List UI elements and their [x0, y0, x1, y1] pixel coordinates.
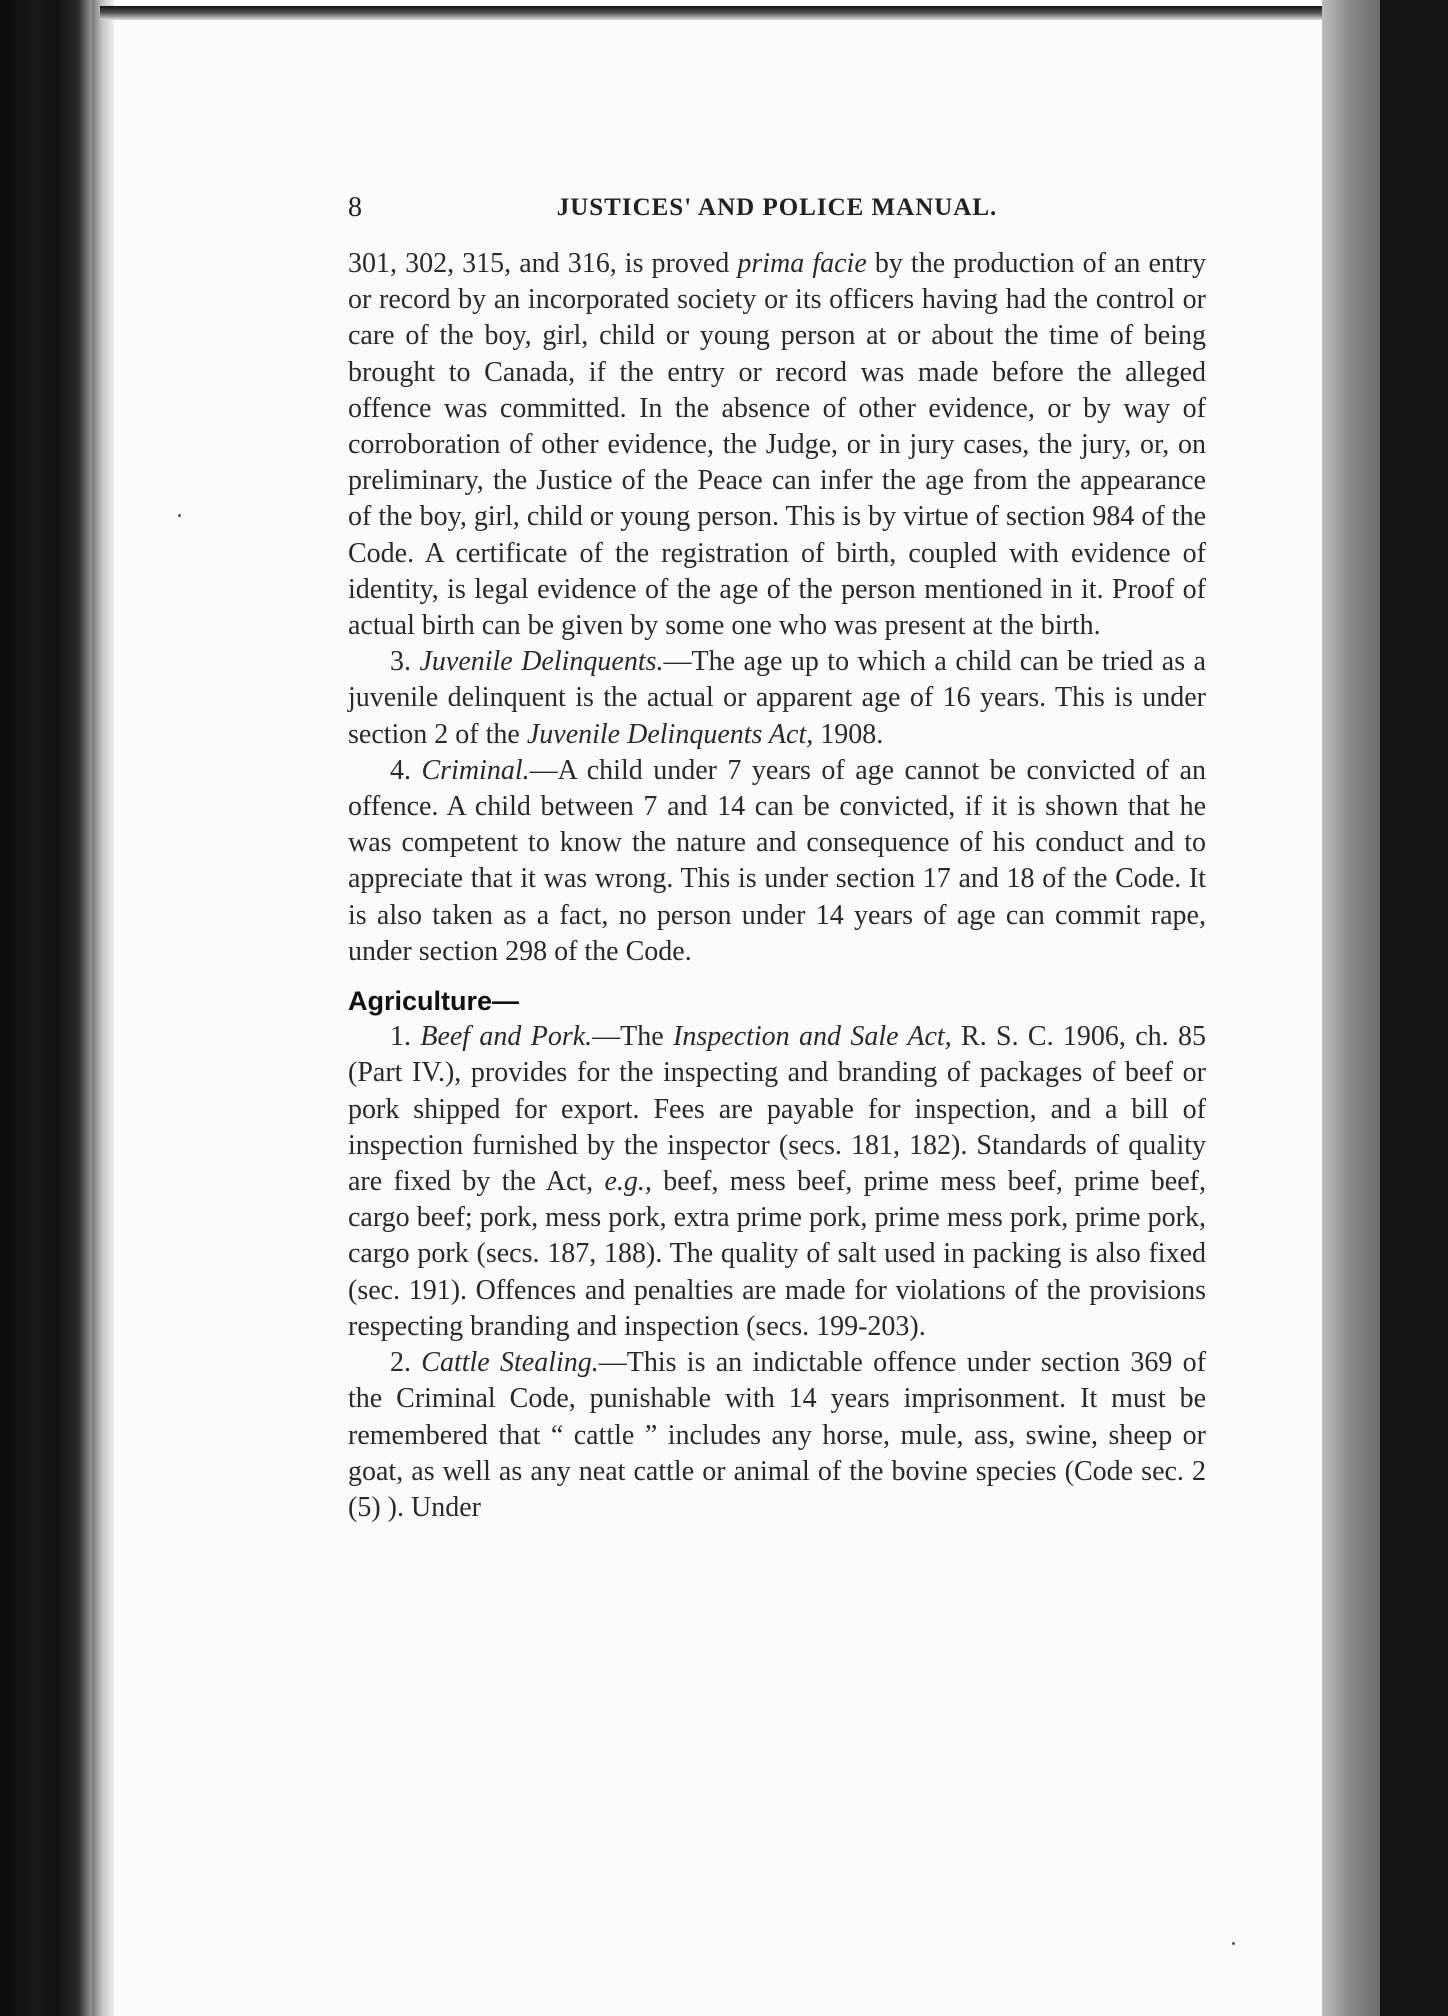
scan-top-edge — [100, 6, 1330, 20]
scan-right-edge — [1380, 0, 1448, 2016]
paragraph-age-proof — [348, 246, 1206, 644]
text-run: —A child under 7 years of age cannot be convicted of an offence. A child between 7 and 14 can be convicted, if it is shown that he was competent to know the nature and consequence of his conduct and to appreciate that it was wrong. This is under section 17 and 18 of the Code. It is also taken as a fact, no person under 14 years of age can commit rape, under section 298 of the Code. — [348, 754, 1207, 967]
section-heading-agriculture: Agriculture— — [348, 986, 520, 1017]
item-number: 1. — [390, 1021, 421, 1053]
text-run: 1908. — [813, 718, 884, 750]
running-title: JUSTICES' AND POLICE MANUAL. — [556, 194, 998, 221]
item-title: Criminal. — [421, 754, 530, 786]
speck — [1232, 1942, 1235, 1945]
text-run: —The — [592, 1021, 674, 1053]
body-text — [348, 246, 1206, 1526]
item-title: Beef and Pork. — [420, 1021, 593, 1053]
item-number: 3. — [390, 646, 420, 678]
item-title: Juvenile Delinquents. — [419, 646, 664, 678]
text-run: 301, 302, 315, and 316, is proved — [348, 248, 738, 279]
scan-right-shadow — [1322, 0, 1382, 2016]
act-title: Inspection and Sale Act, — [673, 1021, 952, 1053]
act-title: Juvenile Delinquents Act, — [526, 718, 814, 750]
italic-term: prima facie — [737, 248, 867, 279]
paragraph-beef-and-pork — [348, 1019, 1206, 1345]
text-run: by the production of an entry or record by an incorporated society or its officers having had the control or care of the boy, girl, child or young person at or about the time of being brought to Canada, if the entry or record was made before the alleged offence was committed. In the absence of other evidence, or by way of corroboration of other evidence, the Judge, or in jury cases, the jury, or, on preliminary, the Justice of the Peace can infer the age from the appearance of the boy, girl, child or young person. This is by virtue of section 984 of the Code. A certificate of the registration of birth, coupled with evidence of identity, is legal evidence of the age of the person mentioned in it. Proof of actual birth can be given by some one who was present at the birth. — [348, 248, 1207, 642]
paragraph-cattle-stealing — [348, 1345, 1206, 1526]
text-run: —This is an indictable offence under section 369 of the Criminal Code, punishable with 14 years imprisonment. It must be remembered that “ cattle ” includes any horse, mule, ass, swine, sheep or goat, as well as any neat cattle or animal of the bovine species (Code sec. 2 (5) ). Under — [348, 1347, 1206, 1523]
text-run: R. S. C. 1906, ch. 85 (Part IV.), provides for the inspecting and branding of packages of beef or pork shipped for export. Fees are payable for inspection, and a bill of inspection furnished by the inspector (secs. 181, 182). Standards of quality are fixed by the Act, — [348, 1021, 1207, 1198]
text-run: beef, mess beef, prime mess beef, prime beef, cargo beef; pork, mess pork, extra prime pork, prime mess pork, prime pork, cargo pork (secs. 187, 188). The quality of salt used in packing is also fixed (sec. 191). Offences and penalties are made for violations of the provisions respecting branding and inspection (secs. 199-203). — [348, 1166, 1206, 1342]
text-run: —The age up to which a child can be tried as a juvenile delinquent is the actual or apparent age of 16 years. This is under section 2 of the — [348, 646, 1206, 750]
speck — [178, 514, 181, 517]
scan-left-edge — [0, 0, 92, 2016]
page-number: 8 — [348, 192, 363, 223]
item-number: 2. — [390, 1347, 422, 1379]
paragraph-criminal — [348, 753, 1206, 970]
italic-term: e.g., — [604, 1166, 652, 1198]
scan-left-margin — [92, 0, 114, 2016]
item-number: 4. — [390, 754, 422, 786]
item-title: Cattle Stealing. — [421, 1347, 599, 1379]
paragraph-juvenile-delinquents — [348, 644, 1206, 753]
